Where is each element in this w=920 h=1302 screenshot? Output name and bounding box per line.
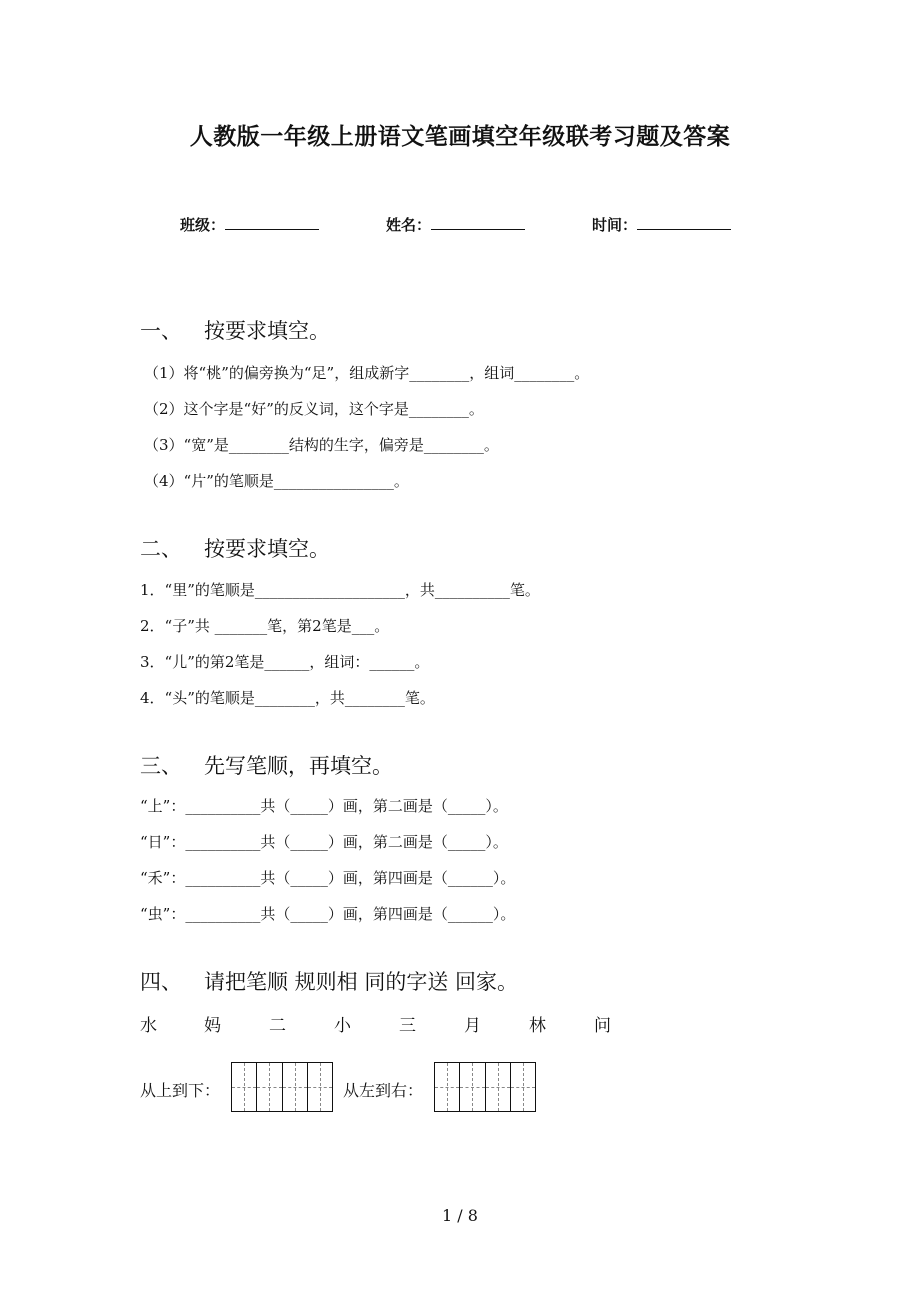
character-item: 林 (529, 1016, 546, 1036)
section-2-heading (140, 533, 330, 563)
section-4-number: 四、 (140, 970, 182, 994)
section-4-title: 请把笔顺 规则相 同的字送 回家。 (204, 970, 519, 994)
section-1-question-2: （2）这个字是“好”的反义词，这个字是________。 (144, 400, 484, 418)
name-field (386, 214, 525, 235)
section-2-question-4: 4．“头”的笔顺是________，共________笔。 (140, 689, 435, 707)
section-3-question-1: “上”：__________共（_____）画，第二画是（_____）。 (140, 797, 508, 815)
section-3-question-3: “禾”：__________共（_____）画，第四画是（______）。 (140, 869, 516, 887)
grid-cell[interactable] (308, 1063, 332, 1111)
section-1-question-1: （1）将“桃”的偏旁换为“足”，组成新字________，组词________。 (144, 364, 590, 382)
section-3-number: 三、 (140, 754, 182, 778)
section-1-question-3: （3）“宽”是________结构的生字，偏旁是________。 (144, 436, 499, 454)
character-item: 水 (140, 1016, 157, 1036)
time-blank[interactable] (637, 215, 731, 230)
grid-cell[interactable] (283, 1063, 308, 1111)
section-2-title: 按要求填空。 (204, 537, 330, 561)
section-3-question-4: “虫”：__________共（_____）画，第四画是（______）。 (140, 905, 516, 923)
top-to-bottom-label: 从上到下： (140, 1081, 221, 1100)
page-title: 人教版一年级上册语文笔画填空年级联考习题及答案 (189, 124, 731, 150)
section-3-heading (140, 750, 393, 780)
section-2-question-3: 3．“儿”的第2笔是______，组词：______。 (140, 653, 430, 671)
page-number: 1 / 8 (442, 1206, 478, 1225)
class-field (180, 214, 319, 235)
section-3-title: 先写笔顺，再填空。 (204, 754, 393, 778)
grid-cell[interactable] (257, 1063, 282, 1111)
class-label: 班级： (180, 216, 226, 234)
section-1-question-4: （4）“片”的笔顺是________________。 (144, 472, 409, 490)
name-blank[interactable] (431, 215, 525, 230)
section-4-heading (140, 966, 518, 996)
character-item: 月 (464, 1016, 481, 1036)
character-item: 三 (399, 1016, 416, 1036)
grid-cell[interactable] (511, 1063, 535, 1111)
section-2-number: 二、 (140, 537, 182, 561)
character-item: 小 (334, 1016, 351, 1036)
grid-cell[interactable] (486, 1063, 511, 1111)
top-to-bottom-grid[interactable] (231, 1062, 333, 1112)
section-1-number: 一、 (140, 319, 182, 343)
character-item: 问 (594, 1016, 611, 1036)
grid-cell[interactable] (435, 1063, 460, 1111)
time-field (592, 214, 731, 235)
section-3-question-2: “日”：__________共（_____）画，第二画是（_____）。 (140, 833, 508, 851)
time-label: 时间： (592, 216, 638, 234)
section-2-question-1: 1．“里”的笔顺是____________________，共__________笔。 (140, 581, 540, 599)
section-2-question-2: 2．“子”共 _______笔，第2笔是___。 (140, 617, 390, 635)
name-label: 姓名： (386, 216, 432, 234)
grid-cell[interactable] (232, 1063, 257, 1111)
class-blank[interactable] (225, 215, 319, 230)
grid-cell[interactable] (460, 1063, 485, 1111)
section-1-heading (140, 315, 330, 345)
character-item: 二 (269, 1016, 286, 1036)
section-1-title: 按要求填空。 (204, 319, 330, 343)
left-to-right-label: 从左到右： (343, 1081, 424, 1100)
character-item: 妈 (204, 1016, 221, 1036)
left-to-right-grid[interactable] (434, 1062, 536, 1112)
